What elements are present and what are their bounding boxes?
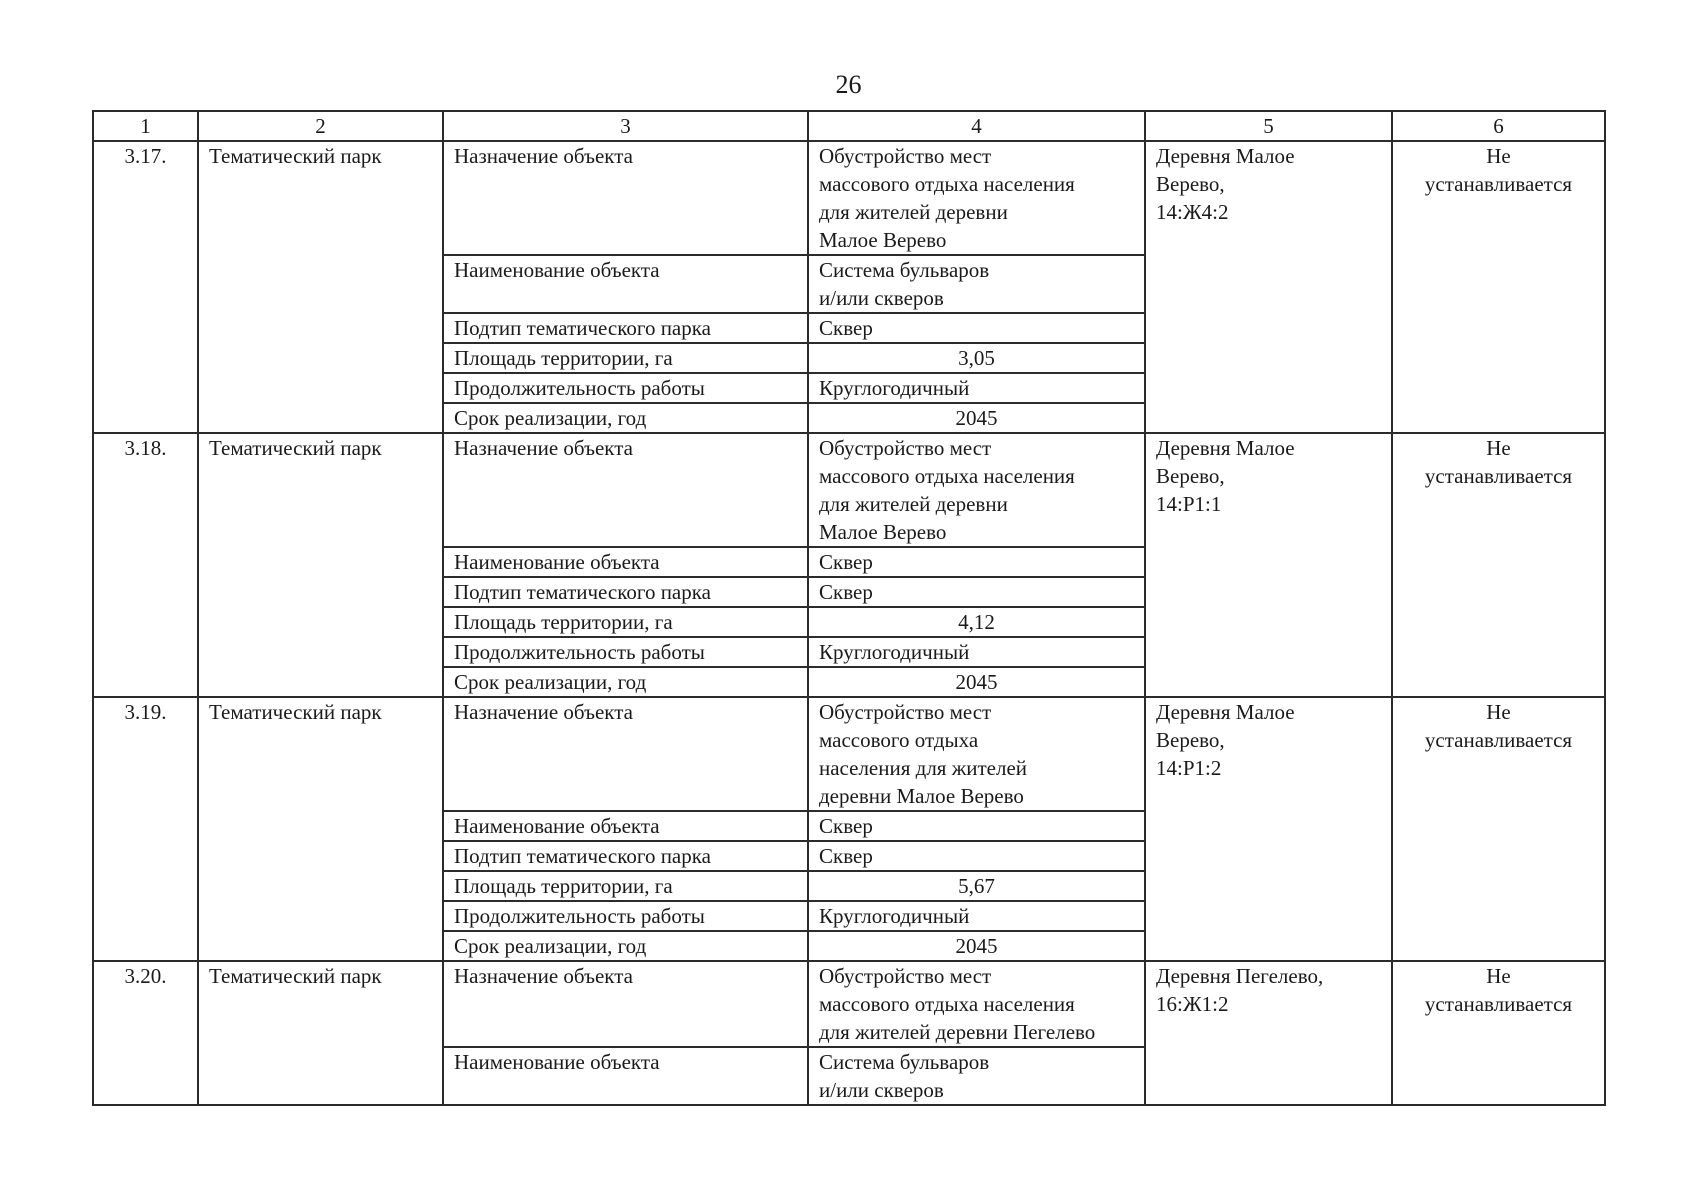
object-type: Тематический парк [198,961,443,1105]
attribute-label: Продолжительность работы [443,901,808,931]
attribute-value: 2045 [808,931,1145,961]
column-number-row [93,111,1605,141]
attribute-label: Назначение объекта [443,697,808,811]
attribute-value: Обустройство мест массового отдыха населения для жителей деревни Пегелево [808,961,1145,1047]
attribute-value: 2045 [808,403,1145,433]
object-type: Тематический парк [198,697,443,961]
attribute-label: Назначение объекта [443,433,808,547]
note: Не устанавливается [1392,433,1605,697]
table-row [93,961,1605,1047]
attribute-value: 5,67 [808,871,1145,901]
attribute-value: Сквер [808,577,1145,607]
attribute-label: Продолжительность работы [443,637,808,667]
column-number: 6 [1392,111,1605,141]
attribute-label: Срок реализации, год [443,403,808,433]
attribute-value: Система бульваров и/или скверов [808,255,1145,313]
attribute-value: Обустройство мест массового отдыха населения для жителей деревни Малое Верево [808,433,1145,547]
attribute-label: Наименование объекта [443,255,808,313]
attribute-value: Обустройство мест массового отдыха населения для жителей деревни Малое Верево [808,697,1145,811]
attribute-value: Круглогодичный [808,373,1145,403]
attribute-value: 2045 [808,667,1145,697]
attribute-value: Система бульваров и/или скверов [808,1047,1145,1105]
table-row [93,141,1605,255]
attribute-label: Наименование объекта [443,1047,808,1105]
column-number: 3 [443,111,808,141]
item-number: 3.20. [93,961,198,1105]
attribute-label: Подтип тематического парка [443,577,808,607]
location: Деревня Малое Верево, 14:Р1:1 [1145,433,1392,697]
attribute-value: Сквер [808,811,1145,841]
attribute-value: 3,05 [808,343,1145,373]
column-number: 1 [93,111,198,141]
column-number: 2 [198,111,443,141]
object-type: Тематический парк [198,433,443,697]
note: Не устанавливается [1392,141,1605,433]
attribute-label: Площадь территории, га [443,607,808,637]
attribute-label: Назначение объекта [443,961,808,1047]
attribute-value: Круглогодичный [808,637,1145,667]
attribute-label: Продолжительность работы [443,373,808,403]
attribute-value: Сквер [808,841,1145,871]
page-number: 26 [835,70,862,99]
attribute-label: Наименование объекта [443,547,808,577]
attribute-label: Площадь территории, га [443,343,808,373]
object-type: Тематический парк [198,141,443,433]
attribute-label: Наименование объекта [443,811,808,841]
attribute-value: Обустройство мест массового отдыха населения для жителей деревни Малое Верево [808,141,1145,255]
column-number: 4 [808,111,1145,141]
attribute-value: Сквер [808,313,1145,343]
attribute-label: Срок реализации, год [443,931,808,961]
note: Не устанавливается [1392,697,1605,961]
table-row [93,697,1605,811]
location: Деревня Малое Верево, 14:Ж4:2 [1145,141,1392,433]
attribute-value: Сквер [808,547,1145,577]
attribute-value: Круглогодичный [808,901,1145,931]
table-row [93,433,1605,547]
attribute-label: Площадь территории, га [443,871,808,901]
attribute-label: Срок реализации, год [443,667,808,697]
attribute-label: Подтип тематического парка [443,313,808,343]
column-number: 5 [1145,111,1392,141]
note: Не устанавливается [1392,961,1605,1105]
item-number: 3.17. [93,141,198,433]
location: Деревня Пегелево, 16:Ж1:2 [1145,961,1392,1105]
attribute-label: Подтип тематического парка [443,841,808,871]
location: Деревня Малое Верево, 14:Р1:2 [1145,697,1392,961]
attribute-label: Назначение объекта [443,141,808,255]
document-table [92,110,1606,1106]
item-number: 3.18. [93,433,198,697]
attribute-value: 4,12 [808,607,1145,637]
item-number: 3.19. [93,697,198,961]
